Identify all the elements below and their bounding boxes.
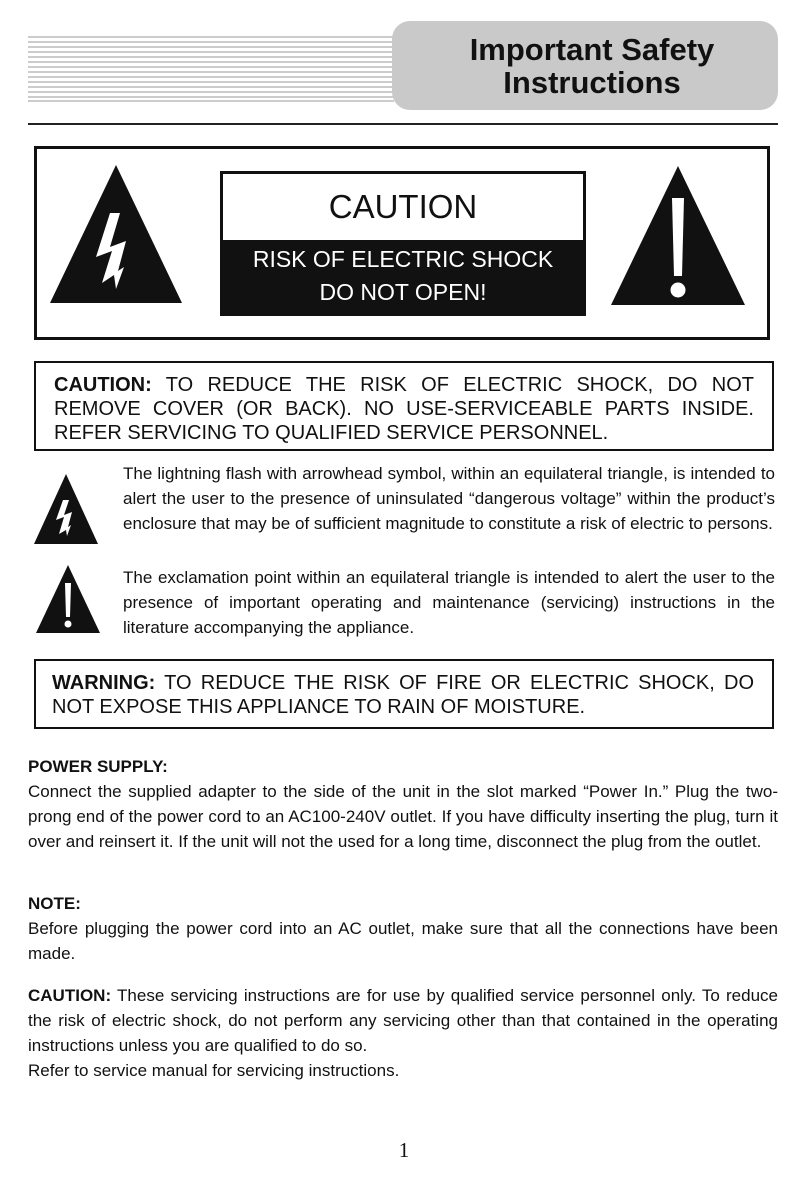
caution-notice [34, 361, 774, 451]
caution-sign-line1: RISK OF ELECTRIC SHOCK [252, 246, 554, 272]
caution-section-paragraph [28, 983, 778, 1058]
caution-notice-label: CAUTION: [54, 374, 152, 396]
power-supply-section [28, 754, 778, 854]
page-title-line1: Important Safety [469, 32, 715, 67]
note-text: Before plugging the power cord into an AC outlet, make sure that all the connections have been made. [28, 919, 778, 963]
exclamation-warning-icon [611, 166, 745, 305]
power-supply-heading: POWER SUPPLY: [28, 757, 168, 776]
page-title-line2: Instructions [503, 65, 681, 100]
warning-notice-label: WARNING: [52, 672, 156, 694]
lightning-warning-icon [50, 165, 182, 303]
caution-sign-line2: DO NOT OPEN! [319, 279, 487, 305]
caution-sign [220, 171, 586, 316]
warning-notice-text: TO REDUCE THE RISK OF FIRE OR ELECTRIC SHOCK, DO NOT EXPOSE THIS APPLIANCE TO RAIN OF MOISTURE. [52, 672, 755, 718]
power-supply-text: Connect the supplied adapter to the side of the unit in the slot marked “Power In.” Plug the two-prong end of the power cord to an AC100-240V outlet. If you have difficulty inserting the plug, turn it over and reinsert it. If the unit will not the used for a long time, disconnect the plug from the outlet. [28, 782, 778, 851]
header-decorative-lines [28, 36, 394, 102]
header-divider [28, 123, 778, 125]
exclamation-warning-icon [36, 565, 100, 633]
caution-sign-banner [223, 240, 583, 313]
warning-notice [34, 659, 774, 729]
exclamation-symbol-description: The exclamation point within an equilateral triangle is intended to alert the user to the presence of important operating and maintenance (servicing) instructions in the literature accompanying the appliance. [123, 568, 775, 637]
page-number: 1 [398, 1138, 410, 1162]
caution-section-text: These servicing instructions are for use by qualified service personnel only. To reduce the risk of electric shock, do not perform any servicing other than that contained in the operating instructions unless you are qualified to do so. [28, 986, 779, 1055]
caution-sign-title: CAUTION [328, 188, 478, 225]
lightning-warning-icon [34, 474, 98, 544]
caution-section-refer: Refer to service manual for servicing instructions. [28, 1061, 400, 1080]
caution-section [28, 983, 778, 1083]
note-heading: NOTE: [28, 894, 81, 913]
caution-section-label: CAUTION: [28, 986, 112, 1005]
lightning-symbol-description: The lightning flash with arrowhead symbol, within an equilateral triangle, is intended to alert the user to the presence of uninsulated “dangerous voltage” within the product’s enclosure that may be of sufficient magnitude to constitute a risk of electric to persons. [123, 464, 775, 533]
note-section [28, 891, 778, 966]
page-title [392, 33, 792, 99]
caution-notice-text: TO REDUCE THE RISK OF ELECTRIC SHOCK, DO NOT REMOVE COVER (OR BACK). NO USE-SERVICEABLE PARTS INSIDE. REFER SERVICING TO QUALIFIED SERVICE PERSONNEL. [54, 374, 754, 444]
